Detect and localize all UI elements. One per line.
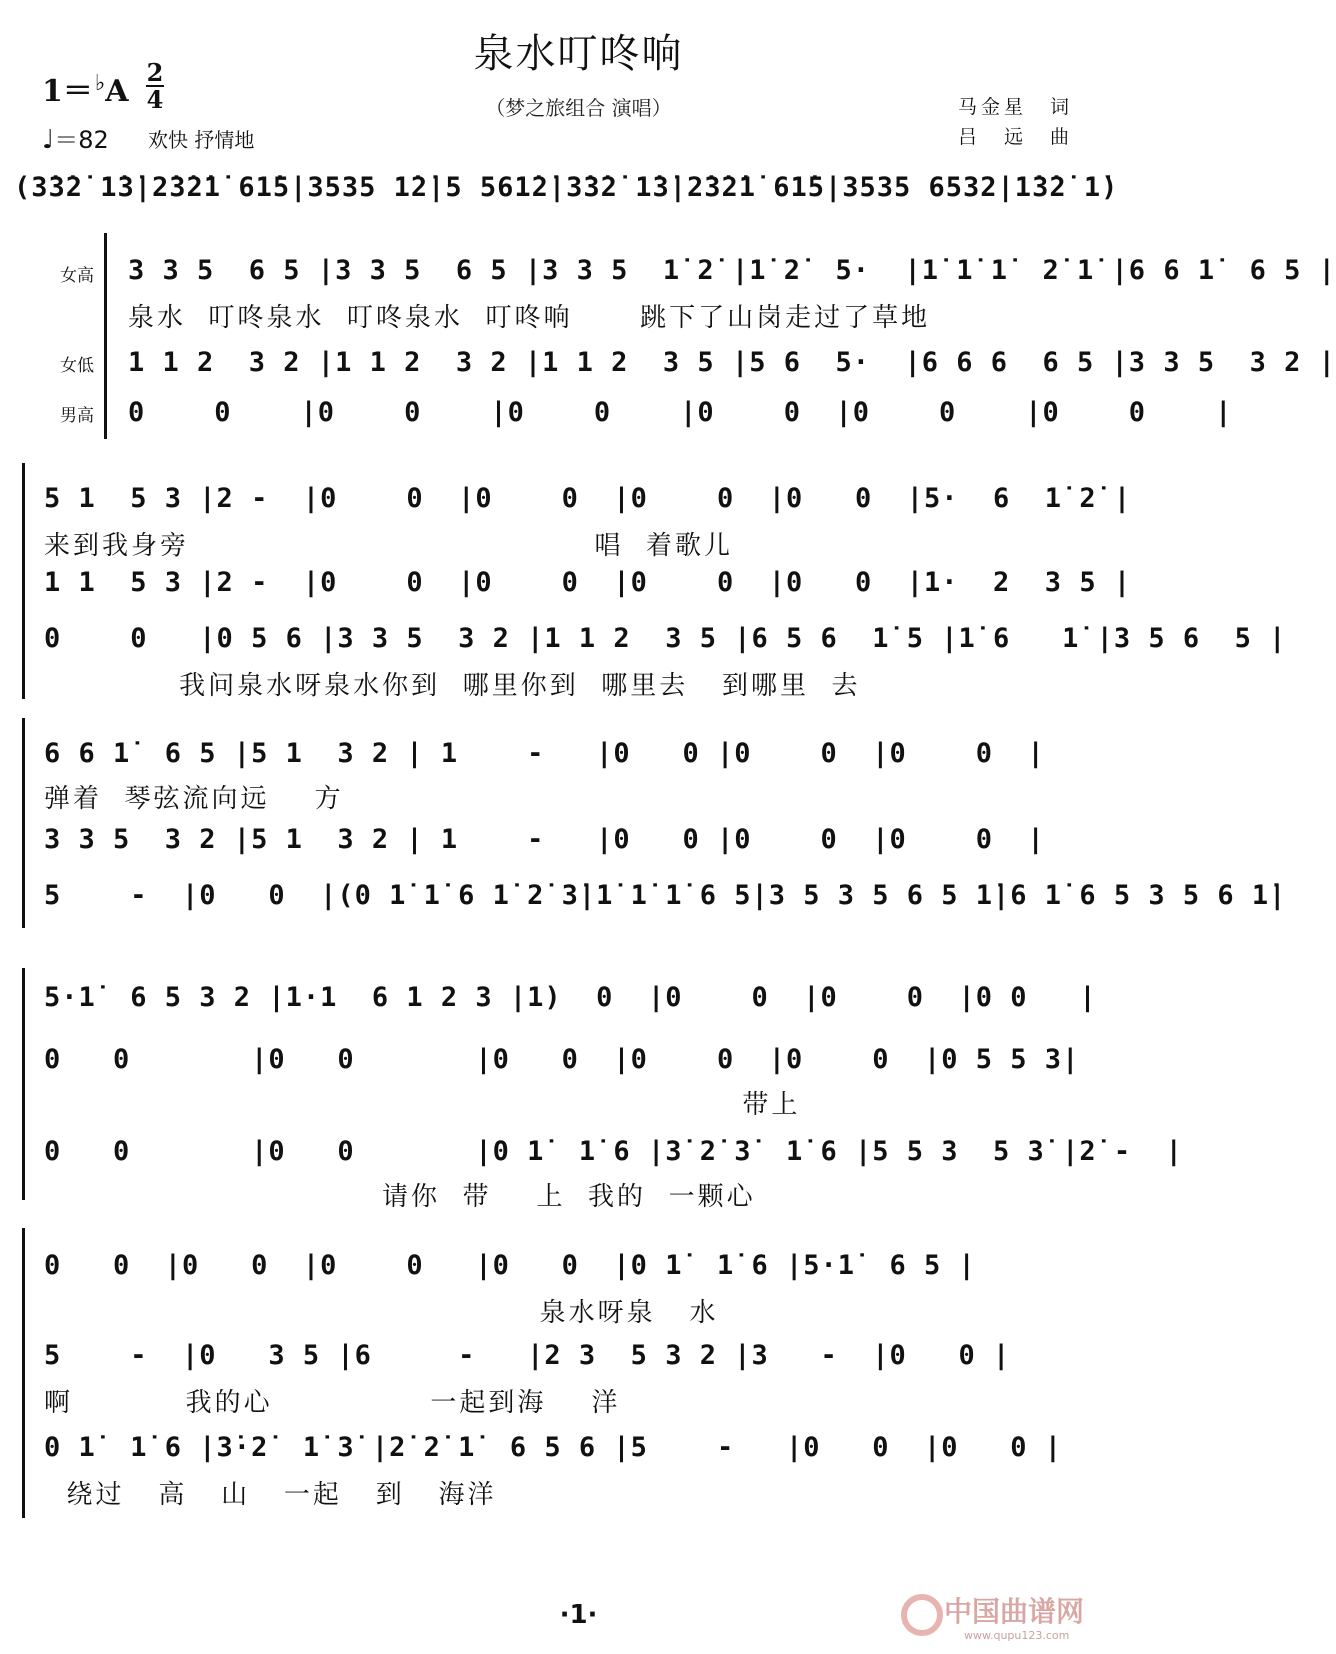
staff-tenor: 0 0 |0 5 6 |3 3 5 3 2 |1 1 2 3 5 |6 5 6 1̇ 5 |1̇ 6 1̇ |3 5 6 5 | xyxy=(44,623,1287,654)
staff-tenor: 0 0 |0 0 |0 0 |0 0 |0 0 |0 0 | xyxy=(128,397,1233,428)
key-prefix: 1＝ xyxy=(42,74,93,109)
tempo-marking xyxy=(42,120,109,155)
staff-soprano: 6 6 1̇ 6 5 |5 1 3 2 | 1 - |0 0 |0 0 |0 0 | xyxy=(44,738,1045,769)
lyrics-tenor: 我问泉水呀泉水你到 哪里你到 哪里去 到哪里 去 xyxy=(44,671,861,701)
lyrics-soprano: 泉水呀泉 水 xyxy=(44,1298,719,1328)
svg-text:中国曲谱网: 中国曲谱网 xyxy=(944,1595,1085,1628)
staff-soprano: 5·1̇ 6 5 3 2 |1·1 6 1 2 3 |1) 0 |0 0 |0 0 |0 0 | xyxy=(44,982,1097,1013)
performer-subtitle: （梦之旅组合 演唱） xyxy=(485,96,672,120)
staff-alto: 1 1 2 3 2 |1 1 2 3 2 |1 1 2 3 5 |5 6 5· |6 6 6 6 5 |3 3 5 3 2 | xyxy=(128,347,1336,378)
tempo-value: ＝82 xyxy=(54,126,109,154)
staff-tenor: 5 - |0 0 |(0 1̇ 1̇ 6 1̇ 2̇ 3̇|1̇ 1̇ 1̇ 6 5|3 5 3 5 6 5 1̇|6 1̇ 6 5 3 5 6 1̇| xyxy=(44,880,1287,911)
time-signature xyxy=(146,60,164,112)
score-system-4 xyxy=(0,960,1183,1212)
system-bracket xyxy=(22,463,25,699)
lyricist-credit: 马金星 词 xyxy=(958,96,1074,118)
staff-soprano: 5 1 5 3 |2 - |0 0 |0 0 |0 0 |0 0 |5· 6 1̇ 2̇ | xyxy=(44,483,1132,514)
system-bracket xyxy=(22,968,25,1200)
part-label-soprano: 女高 xyxy=(60,266,94,286)
composer-credit: 吕 远 曲 xyxy=(958,126,1074,148)
lyrics-tenor: 绕过 高 山 一起 到 海洋 xyxy=(44,1480,497,1510)
score-system-1 xyxy=(0,225,1336,445)
system-bracket xyxy=(22,1228,25,1518)
lyrics-alto: 啊 我的心 一起到海 洋 xyxy=(44,1388,621,1418)
staff-alto: 0 0 |0 0 |0 0 |0 0 |0 0 |0 5 5 3| xyxy=(44,1044,1080,1075)
lyrics-alto: 带上 xyxy=(44,1090,801,1120)
staff-alto: 3 3 5 3 2 |5 1 3 2 | 1 - |0 0 |0 0 |0 0 | xyxy=(44,824,1045,855)
staff-alto: 5 - |0 3 5 |6 - |2 3 5 3 2 |3 - |0 0 | xyxy=(44,1340,1011,1371)
part-label-alto: 女低 xyxy=(60,356,94,376)
watermark-logo xyxy=(900,1585,1150,1645)
staff-soprano: 3 3 5 6 5 |3 3 5 6 5 |3 3 5 1̇ 2̇ |1̇ 2̇ 5· |1̇ 1̇ 1̇ 2̇ 1̇ |6 6 1̇ 6 5 | xyxy=(128,255,1336,286)
flat-sign: ♭ xyxy=(94,70,106,96)
key-letter: A xyxy=(105,74,129,109)
svg-text:www.qupu123.com: www.qupu123.com xyxy=(964,1629,1070,1642)
score-system-5 xyxy=(0,1220,1157,1520)
expression-marking: 欢快 抒情地 xyxy=(148,128,255,152)
key-signature xyxy=(42,66,129,110)
staff-soprano: 0 0 |0 0 |0 0 |0 0 |0 1̇ 1̇ 6 |5·1̇ 6 5 | xyxy=(44,1250,976,1281)
system-bracket xyxy=(22,718,25,928)
part-label-tenor: 男高 xyxy=(60,406,94,426)
staff-tenor: 0 0 |0 0 |0 1̇ 1̇ 6 |3̇ 2̇ 3̇ 1̇ 6 |5 5 3 5 3̇ |2̇ - | xyxy=(44,1136,1183,1167)
system-bracket xyxy=(104,233,107,439)
intro-line: (3̇3̇2̇ 1̇3̇|2̇3̇2̇1̇ 61̇5|3535 1̇2̇|5 561̇2̇|3̇3̇2̇ 1̇3̇|2̇3̇2̇1̇ 61̇5|3535 6532|1̇3̇2̇ 1̇) xyxy=(14,172,1119,203)
score-system-3 xyxy=(0,710,1287,935)
watermark-icon xyxy=(900,1585,1150,1645)
time-top: 2 xyxy=(146,58,164,87)
staff-alto: 1 1 5 3 |2 - |0 0 |0 0 |0 0 |0 0 |1· 2 3 5 | xyxy=(44,567,1132,598)
time-bottom: 4 xyxy=(146,85,164,114)
quarter-note-icon: ♩ xyxy=(42,125,55,155)
page-number: ·1· xyxy=(559,1600,598,1630)
lyrics-soprano: 泉水 叮咚泉水 叮咚泉水 叮咚响 跳下了山岗走过了草地 xyxy=(128,303,931,333)
staff-tenor: 0 1̇ 1̇ 6 |3̇·2̇ 1̇ 3̇ |2̇ 2̇ 1̇ 6 5 6 |5 - |0 0 |0 0 | xyxy=(44,1432,1063,1463)
lyrics-soprano: 弹着 琴弦流向远 方 xyxy=(44,784,344,814)
lyrics-tenor: 请你 带 上 我的 一颗心 xyxy=(44,1182,756,1212)
song-title: 泉水叮咚响 xyxy=(473,31,684,77)
lyrics-soprano: 来到我身旁 唱 着歌儿 xyxy=(44,531,734,561)
score-system-2 xyxy=(0,455,1287,705)
